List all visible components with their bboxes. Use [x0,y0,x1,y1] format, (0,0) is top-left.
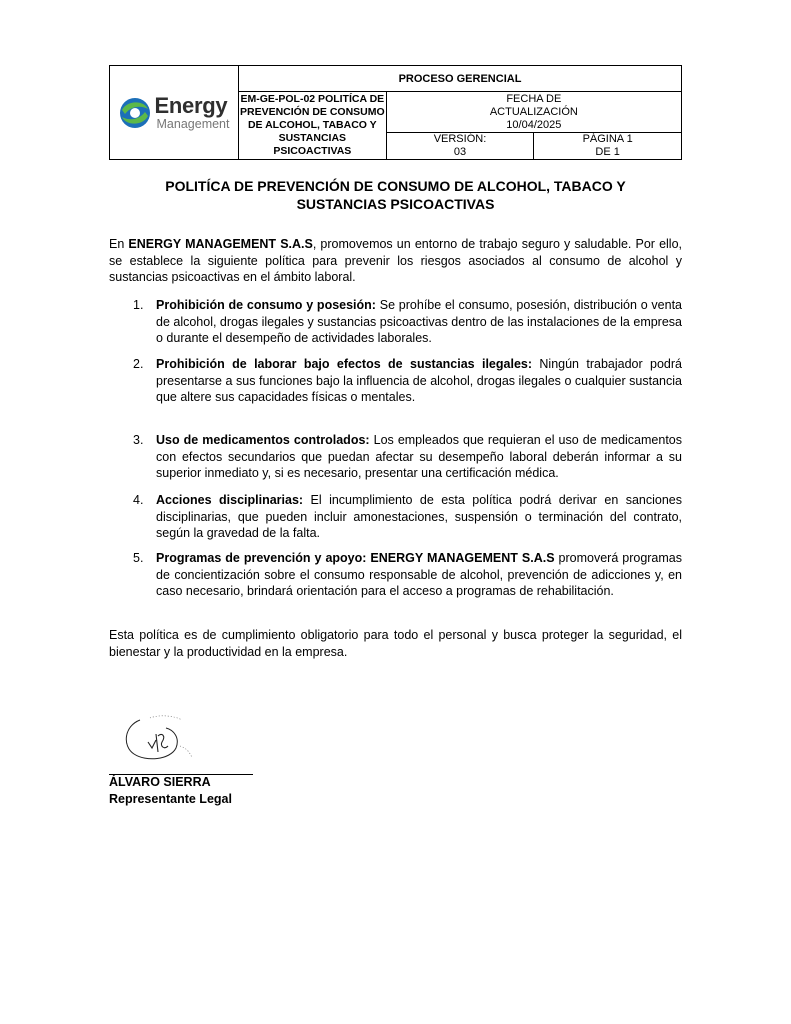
item-heading: Programas de prevención y apoyo: ENERGY MANAGEMENT S.A.S [156,551,555,565]
date-label-1: FECHA DE [506,92,562,105]
logo-wordmark: Energy [154,92,228,118]
intro-post: , promovemos un entorno de trabajo seguro y saludable. Por ello, se establece la siguiente política para prevenir los riesgos asociados al consumo de alcohol y sustancias psicoactivas en el ámbito laboral. [109,237,683,284]
policy-item-2 [109,356,682,406]
update-date-cell [386,92,681,133]
item-number: 3. [133,433,144,447]
closing-paragraph: Esta política es de cumplimiento obligatorio para todo el personal y busca proteger la seguridad, el bienestar y la productividad en la empresa. [109,628,682,659]
handwritten-signature [120,712,200,767]
item-text: promoverá programas de concientización sobre el consumo responsable de alcohol, prevención de adicciones y, en caso necesario, brindará orientación para el acceso a programas de rehabilitación. [156,551,682,598]
intro-pre: En [109,237,129,251]
policy-item-5 [109,550,682,600]
date-label-2: ACTUALIZACIÓN [489,105,578,118]
item-text: El incumplimiento de esta política podrá derivar en sanciones disciplinarias, que pueden incluir amonestaciones, suspensión o terminación del contrato, según la gravedad de la falta. [156,493,682,540]
logo-cell [110,66,239,160]
version-cell [386,133,534,160]
process-title: PROCESO GERENCIAL [239,66,682,92]
page-label: PÁGINA 1 [582,133,633,145]
item-number: 2. [133,357,144,371]
date-value: 10/04/2025 [506,118,562,131]
document-code-title: EM-GE-POL-02 POLITÍCA DE PREVENCIÓN DE CONSUMO DE ALCOHOL, TABACO Y SUSTANCIAS PSICOACTIVAS [239,92,387,160]
page-value: DE 1 [595,146,620,158]
intro-paragraph [109,236,682,286]
item-number: 4. [133,493,144,507]
version-label: VERSIÓN: [433,133,487,145]
policy-item-1 [109,297,682,347]
item-number: 1. [133,298,144,312]
item-number: 5. [133,551,144,565]
version-value: 03 [453,146,467,158]
page-cell [534,133,682,160]
intro-company: ENERGY MANAGEMENT S.A.S [128,237,313,251]
document-title: POLITÍCA DE PREVENCIÓN DE CONSUMO DE ALCOHOL, TABACO Y SUSTANCIAS PSICOACTIVAS [165,178,626,212]
energy-logo-icon [119,97,151,129]
item-heading: Uso de medicamentos controlados: [156,433,370,447]
item-text: Ningún trabajador podrá presentarse a sus funciones bajo la influencia de alcohol, drogas ilegales o cualquier sustancia que altere sus capacidades físicas o mentales. [156,357,682,404]
policy-item-3 [109,432,682,482]
item-heading: Prohibición de consumo y posesión: [156,298,376,312]
signer-role: Representante Legal [109,792,232,806]
policy-item-4 [109,492,682,542]
item-heading: Acciones disciplinarias: [156,493,304,507]
document-header [109,65,682,160]
item-text: Se prohíbe el consumo, posesión, distribución o venta de alcohol, drogas ilegales y sustancias psicoactivas dentro de las instalaciones de la empresa o durante el desempeño de actividades laborales. [156,298,682,345]
item-text: Los empleados que requieran el uso de medicamentos con efectos secundarios que puedan afectar su desempeño laboral deberán informar a su superior inmediato y, si es necesario, presentar una certificación médica. [156,433,682,480]
signer-name: ÁLVARO SIERRA [109,775,211,789]
item-heading: Prohibición de laborar bajo efectos de sustancias ilegales: [156,357,533,371]
logo-subtitle: Management [156,116,230,131]
company-logo [110,92,238,131]
